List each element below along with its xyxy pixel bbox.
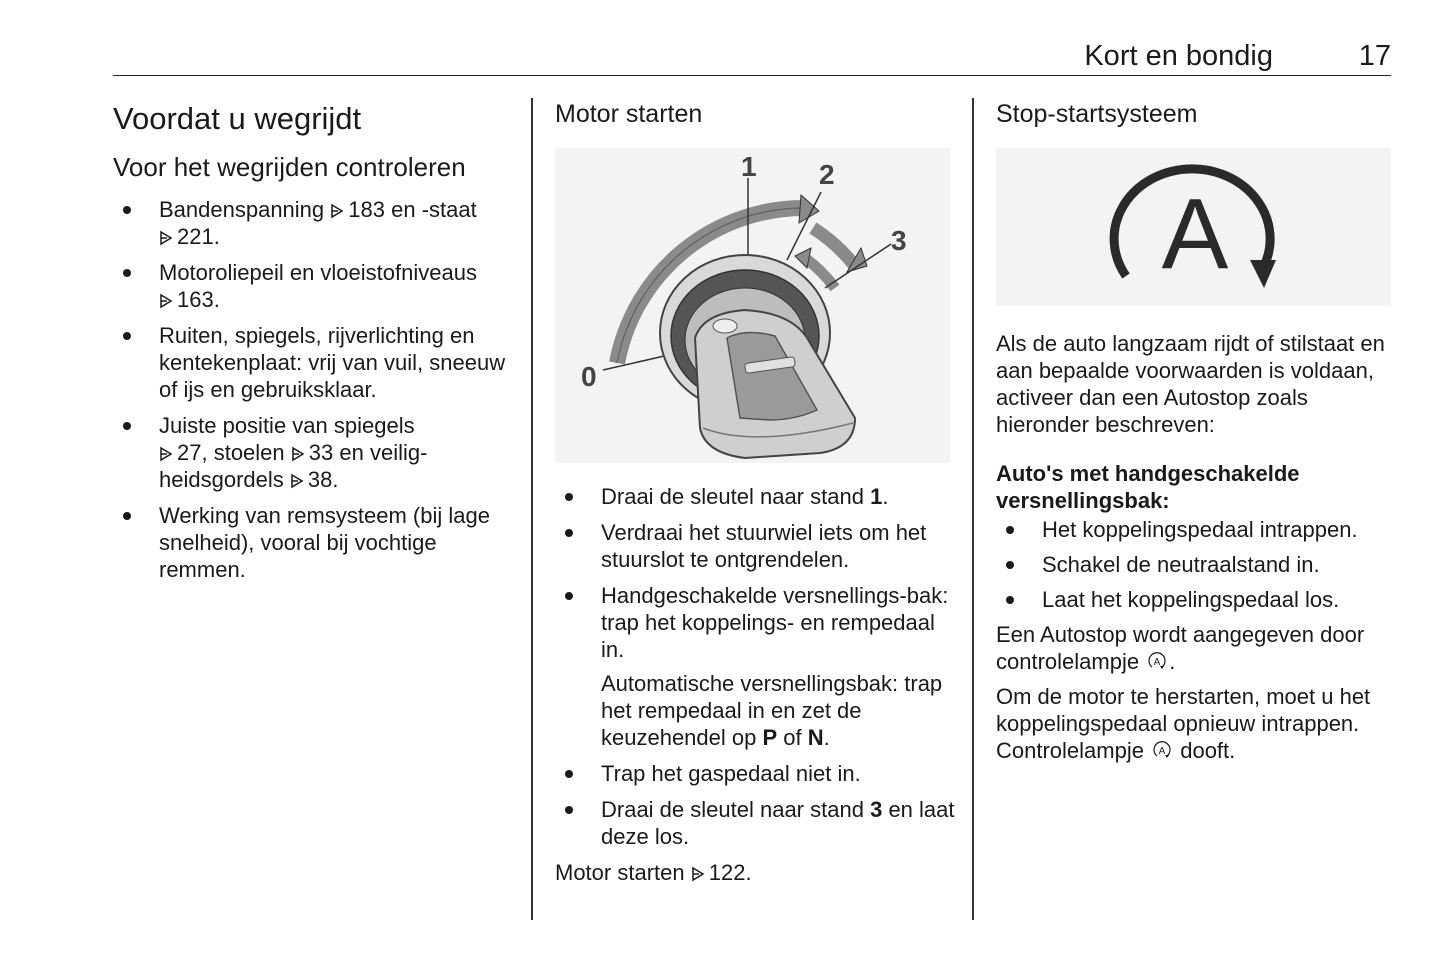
page-reference-icon	[159, 230, 173, 246]
column-divider	[972, 98, 974, 920]
page-ref[interactable]: 183	[348, 197, 385, 222]
subheading-controleren: Voor het wegrijden controleren	[113, 152, 466, 182]
list-item: Draai de sleutel naar stand 1.	[555, 483, 955, 510]
list-item: Handgeschakelde versnellings-bak: trap het koppelings- en rempedaal in.	[555, 582, 955, 663]
autostop-icon	[996, 148, 1391, 306]
position-label: 1	[741, 151, 757, 182]
manual-steps	[996, 516, 1394, 613]
page-reference-icon	[291, 446, 305, 462]
section-title: Kort en bondig	[1084, 40, 1273, 72]
ignition-key-icon	[555, 148, 950, 463]
list-item: Het koppelingspedaal intrappen.	[996, 516, 1394, 543]
autostop-indication: Een Autostop wordt aangegeven door controlelampje A .	[996, 622, 1365, 674]
start-steps-cont	[555, 760, 955, 850]
heading-stop-start: Stop-startsysteem	[996, 100, 1198, 128]
list-item: Schakel de neutraalstand in.	[996, 551, 1394, 578]
column-stop-start	[996, 98, 1394, 772]
checklist	[113, 196, 513, 583]
heading-motor-starten: Motor starten	[555, 100, 703, 128]
page-reference-icon	[330, 203, 344, 219]
position-label: 3	[891, 225, 907, 256]
list-item: Ruiten, spiegels, rijverlichting en kentekenplaat: vrij van vuil, sneeuw of ijs en gebruiksklaar.	[113, 322, 513, 403]
position-label: 2	[819, 159, 835, 190]
list-item: Draai de sleutel naar stand 3 en laat deze los.	[555, 796, 955, 850]
page-reference-icon	[159, 293, 173, 309]
page-reference-icon	[159, 446, 173, 462]
page-reference-icon	[691, 866, 705, 882]
list-item: Laat het koppelingspedaal los.	[996, 586, 1394, 613]
manual-subheading: Auto's met handgeschakelde versnellingsbak:	[996, 461, 1300, 513]
restart-text: Om de motor te herstarten, moet u het koppelingspedaal opnieuw intrappen. Controlelampje A dooft.	[996, 684, 1371, 763]
heading-voordat: Voordat u wegrijdt	[113, 101, 362, 136]
page-reference-icon	[290, 473, 304, 489]
page-ref[interactable]: 38	[307, 467, 333, 492]
autostop-lamp-icon	[1152, 740, 1172, 760]
page-header	[113, 38, 1391, 76]
page-ref[interactable]: 163	[177, 287, 214, 312]
ignition-key-figure	[555, 148, 950, 463]
position-label: 0	[581, 361, 597, 392]
list-item: Bandenspanning 183 en -staat 221.	[113, 196, 513, 250]
automatic-note: Automatische versnellingsbak: trap het rempedaal in en zet de keuzehendel op P of N.	[601, 671, 943, 750]
column-before-driving	[113, 98, 513, 592]
lamp-letter: A	[1158, 746, 1166, 757]
page-number: 17	[1358, 40, 1391, 72]
list-item: Verdraai het stuurwiel iets om het stuurslot te ontgrendelen.	[555, 519, 955, 573]
page-ref[interactable]: 122	[708, 860, 746, 885]
autostop-figure	[996, 148, 1391, 306]
autostop-letter: A	[1161, 178, 1229, 290]
start-steps	[555, 483, 955, 663]
list-item: Trap het gaspedaal niet in.	[555, 760, 955, 787]
column-divider	[531, 98, 533, 920]
intro-text: Als de auto langzaam rijdt of stilstaat en aan bepaalde voorwaarden is voldaan, activeer dan een Autostop zoals hieronder beschreven:	[996, 331, 1385, 437]
page-ref[interactable]: 27	[177, 440, 202, 465]
page-ref[interactable]: 33	[308, 440, 334, 465]
list-item: Motoroliepeil en vloeistofniveaus 163.	[113, 259, 513, 313]
list-item: Werking van remsysteem (bij lage snelheid), vooral bij vochtige remmen.	[113, 502, 513, 583]
page-ref[interactable]: 221	[177, 224, 214, 249]
footer-reference: Motor starten 122.	[555, 860, 752, 885]
column-engine-start	[555, 98, 955, 894]
autostop-lamp-icon	[1147, 651, 1167, 671]
list-item: Juiste positie van spiegels 27, stoelen 33 en veilig-heidsgordels 38.	[113, 412, 513, 493]
lamp-letter: A	[1153, 657, 1161, 668]
